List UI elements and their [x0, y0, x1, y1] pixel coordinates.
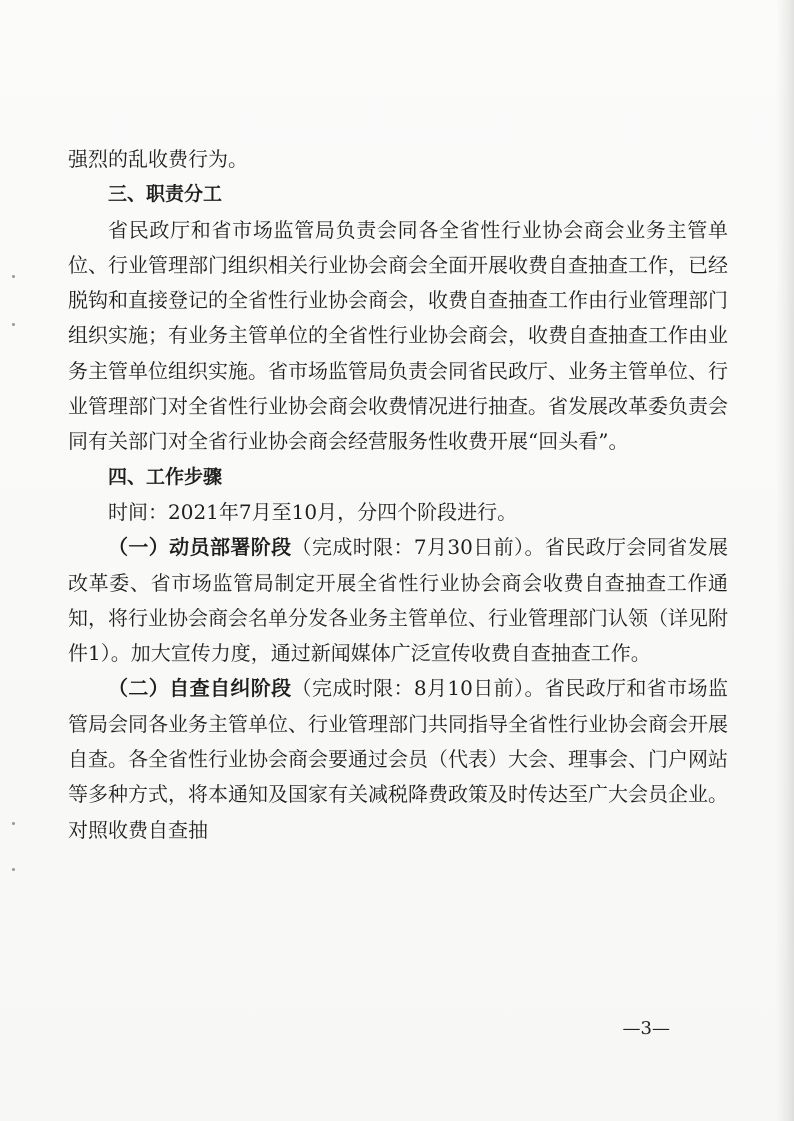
page-edge-shadow: [776, 0, 794, 1121]
paragraph-continuation: 强烈的乱收费行为。: [68, 147, 248, 171]
document-body: [68, 142, 728, 848]
page-number: —3—: [622, 1018, 670, 1039]
paragraph-stage-1: [68, 530, 728, 671]
paragraph-stage-2: [68, 671, 728, 847]
binding-mark: [12, 275, 15, 278]
stage-1-body: （完成时限：7月30日前）。省民政厅会同省发展改革委、省市场监管局制定开展全省性行业协会商会收费自查抽查工作通知，将行业协会商会名单分发各业务主管单位、行业管理部门认领（详见附件1）。加大宣传力度，通过新闻媒体广泛宣传收费自查抽查工作。: [68, 535, 728, 666]
binding-mark: [12, 822, 15, 825]
paragraph-responsibilities: 省民政厅和省市场监管局负责会同各全省性行业协会商会业务主管单位、行业管理部门组织相关行业协会商会全面开展收费自查抽查工作，已经脱钩和直接登记的全省性行业协会商会，收费自查抽查工作由行业管理部门组织实施；有业务主管单位的全省性行业协会商会，收费自查抽查工作由业务主管单位组织实施。省市场监管局负责会同省民政厅、业务主管单位、行业管理部门对全省性行业协会商会收费情况进行抽查。省发展改革委负责会同有关部门对全省行业协会商会经营服务性收费开展“回头看”。: [68, 217, 728, 454]
stage-2-title: （二）自查自纠阶段: [108, 676, 292, 701]
section-heading-responsibilities: 三、职责分工: [108, 183, 223, 206]
section-heading-work-steps: 四、工作步骤: [108, 465, 223, 488]
binding-mark: [12, 323, 15, 326]
binding-mark: [12, 868, 15, 871]
stage-2-body: （完成时限：8月10日前）。省民政厅和省市场监管局会同各业务主管单位、行业管理部门共同指导全省性行业协会商会开展自查。各全省性行业协会商会要通过会员（代表）大会、理事会、门户网站等多种方式，将本通知及国家有关减税降费政策及时传达至广大会员企业。对照收费自查抽: [68, 676, 728, 842]
paragraph-timeline: 时间：2021年7月至10月，分四个阶段进行。: [108, 499, 518, 524]
stage-1-title: （一）动员部署阶段: [108, 535, 292, 560]
